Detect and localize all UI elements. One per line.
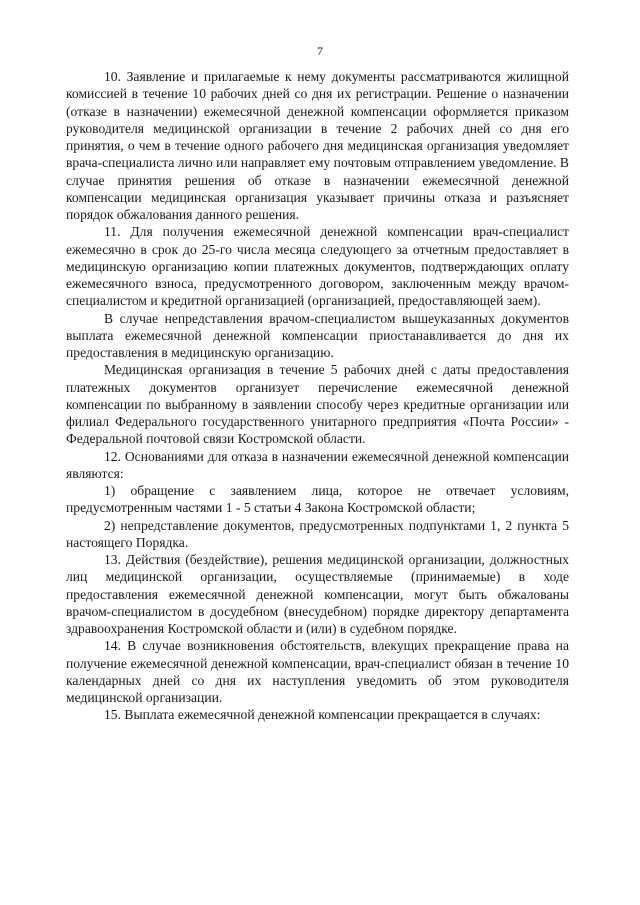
paragraph-10: 10. Заявление и прилагаемые к нему документы рассматриваются жилищной комиссией в течение 10 рабочих дней со дня их регистрации. Решение о назначении (отказе в назначении) ежемесячной денежной компенсации оформляется приказом руководителя медицинской организации в течение 2 рабочих дней со дня его принятия, о чем в течение одного рабочего дня медицинская организация уведомляет врача-специалиста лично или направляет ему почтовым отправлением уведомление. В случае принятия решения об отказе в назначении ежемесячной денежной компенсации медицинская организация указывает причины отказа и разъясняет порядок обжалования данного решения. <box>66 69 569 222</box>
paragraph-12-item-1: 1) обращение с заявлением лица, которое не отвечает условиям, предусмотренным частями 1 - 5 статьи 4 Закона Костромской области; <box>66 483 569 516</box>
paragraph-11-transfer: Медицинская организация в течение 5 рабочих дней с даты предоставления платежных документов организует перечисление ежемесячной денежной компенсации по выбранному в заявлении способу через кредитные организации или филиал Федерального государственного унитарного предприятия «Почта России» - Федеральной почтовой связи Костромской области. <box>66 362 569 447</box>
paragraph-13: 13. Действия (бездействие), решения медицинской организации, должностных лиц медицинской организации, осуществляемые (принимаемые) в ходе предоставления ежемесячной денежной компенсации, могут быть обжалованы врачом-специалистом в досудебном (внесудебном) порядке директору департамента здравоохранения Костромской области и (или) в судебном порядке. <box>66 552 569 636</box>
paragraph-12: 12. Основаниями для отказа в назначении ежемесячной денежной компенсации являются: <box>66 448 569 481</box>
paragraph-11-nonsubmission: В случае непредставления врачом-специалистом вышеуказанных документов выплата ежемесячной денежной компенсации приостанавливается до дня их предоставления в медицинскую организацию. <box>66 310 569 360</box>
paragraph-14: 14. В случае возникновения обстоятельств, влекущих прекращение права на получение ежемесячной денежной компенсации, врач-специалист обязан в течение 10 календарных дней со дня их наступления уведомить об этом руководителя медицинской организации. <box>66 638 569 705</box>
page-number: 7 <box>317 44 323 58</box>
paragraph-11: 11. Для получения ежемесячной денежной компенсации врач-специалист ежемесячно в срок до 25-го числа месяца следующего за отчетным предоставляет в медицинскую организацию копии платежных документов, подтверждающих оплату ежемесячного взноса, предусмотренного договором, заключенным между врачом-специалистом и кредитной организацией (организацией, предоставляющей заем). <box>66 224 569 309</box>
document-body <box>66 68 569 724</box>
paragraph-15: 15. Выплата ежемесячной денежной компенсации прекращается в случаях: <box>104 707 541 723</box>
paragraph-12-item-2: 2) непредставление документов, предусмотренных подпунктами 1, 2 пункта 5 настоящего Порядка. <box>66 517 569 550</box>
